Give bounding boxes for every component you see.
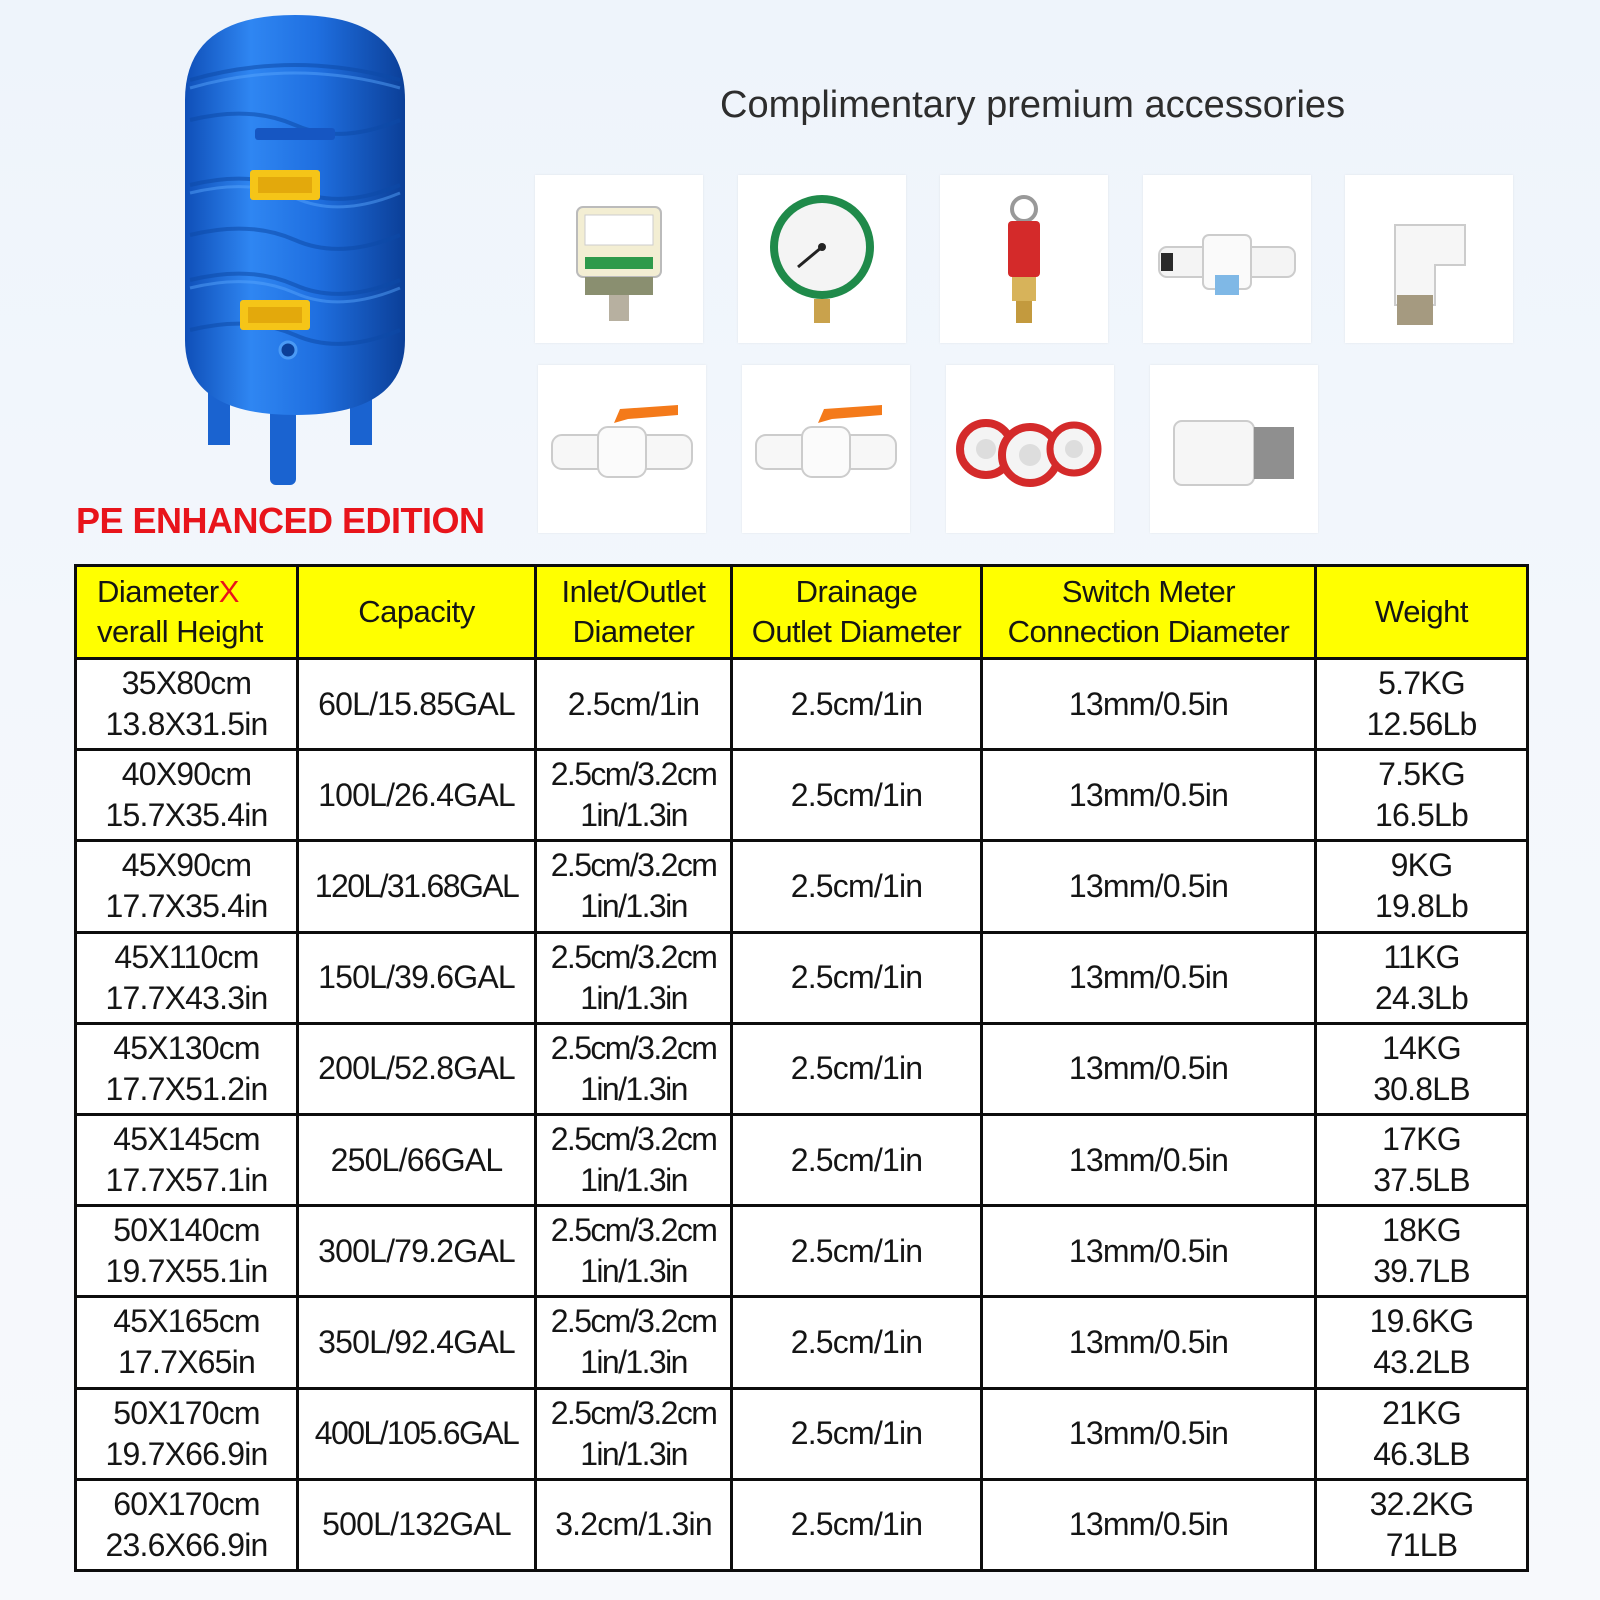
cell-dimensions: 45X110cm 17.7X43.3in: [76, 932, 298, 1023]
cell-weight: 14KG 30.8LB: [1316, 1023, 1528, 1114]
header-dimension: DiameterX verall Height: [76, 566, 298, 659]
threaded-adapter-image: [1150, 365, 1318, 533]
spec-table: [74, 564, 1529, 1572]
cell-switch: 13mm/0.5in: [982, 750, 1316, 841]
table-row: [76, 1023, 1528, 1114]
y-strainer-image: [1143, 175, 1311, 343]
ball-valve-image-2: [742, 365, 910, 533]
cell-switch: 13mm/0.5in: [982, 1388, 1316, 1479]
table-row: [76, 841, 1528, 932]
header-drainage: Drainage Outlet Diameter: [732, 566, 982, 659]
elbow-fitting-image: [1345, 175, 1513, 343]
cell-inlet: 2.5cm/3.2cm 1in/1.3in: [536, 1023, 732, 1114]
cell-dimensions: 40X90cm 15.7X35.4in: [76, 750, 298, 841]
cell-weight: 9KG 19.8Lb: [1316, 841, 1528, 932]
edition-label: PE ENHANCED EDITION: [76, 500, 485, 541]
cell-switch: 13mm/0.5in: [982, 841, 1316, 932]
header-weight: Weight: [1316, 566, 1528, 659]
cell-weight: 11KG 24.3Lb: [1316, 932, 1528, 1023]
cell-capacity: 250L/66GAL: [298, 1114, 536, 1205]
cell-inlet: 2.5cm/3.2cm 1in/1.3in: [536, 1388, 732, 1479]
cell-capacity: 300L/79.2GAL: [298, 1206, 536, 1297]
table-header-row: [76, 566, 1528, 659]
cell-switch: 13mm/0.5in: [982, 659, 1316, 750]
cell-weight: 19.6KG 43.2LB: [1316, 1297, 1528, 1388]
cell-drainage: 2.5cm/1in: [732, 841, 982, 932]
cell-inlet: 2.5cm/3.2cm 1in/1.3in: [536, 1297, 732, 1388]
safety-valve-image: [940, 175, 1108, 343]
cell-switch: 13mm/0.5in: [982, 1206, 1316, 1297]
cell-capacity: 400L/105.6GAL: [298, 1388, 536, 1479]
header-capacity: Capacity: [298, 566, 536, 659]
cell-drainage: 2.5cm/1in: [732, 1206, 982, 1297]
cell-inlet: 3.2cm/1.3in: [536, 1479, 732, 1570]
header-switch: Switch Meter Connection Diameter: [982, 566, 1316, 659]
cell-weight: 7.5KG 16.5Lb: [1316, 750, 1528, 841]
cell-dimensions: 60X170cm 23.6X66.9in: [76, 1479, 298, 1570]
cell-dimensions: 50X140cm 19.7X55.1in: [76, 1206, 298, 1297]
cell-dimensions: 50X170cm 19.7X66.9in: [76, 1388, 298, 1479]
cell-weight: 32.2KG 71LB: [1316, 1479, 1528, 1570]
cell-switch: 13mm/0.5in: [982, 1023, 1316, 1114]
cell-inlet: 2.5cm/3.2cm 1in/1.3in: [536, 841, 732, 932]
table-row: [76, 1388, 1528, 1479]
cell-dimensions: 45X165cm 17.7X65in: [76, 1297, 298, 1388]
cell-drainage: 2.5cm/1in: [732, 1297, 982, 1388]
cell-dimensions: 45X90cm 17.7X35.4in: [76, 841, 298, 932]
pressure-tank-image: [160, 10, 430, 490]
cell-inlet: 2.5cm/3.2cm 1in/1.3in: [536, 1206, 732, 1297]
cell-inlet: 2.5cm/3.2cm 1in/1.3in: [536, 750, 732, 841]
cell-switch: 13mm/0.5in: [982, 1479, 1316, 1570]
cell-drainage: 2.5cm/1in: [732, 1388, 982, 1479]
cell-weight: 17KG 37.5LB: [1316, 1114, 1528, 1205]
table-row: [76, 1479, 1528, 1570]
cell-dimensions: 45X145cm 17.7X57.1in: [76, 1114, 298, 1205]
cell-switch: 13mm/0.5in: [982, 1297, 1316, 1388]
cell-dimensions: 35X80cm 13.8X31.5in: [76, 659, 298, 750]
cell-dimensions: 45X130cm 17.7X51.2in: [76, 1023, 298, 1114]
cell-inlet: 2.5cm/3.2cm 1in/1.3in: [536, 1114, 732, 1205]
cell-inlet: 2.5cm/3.2cm 1in/1.3in: [536, 932, 732, 1023]
pressure-switch-image: [535, 175, 703, 343]
cell-drainage: 2.5cm/1in: [732, 1479, 982, 1570]
cell-capacity: 100L/26.4GAL: [298, 750, 536, 841]
cell-capacity: 150L/39.6GAL: [298, 932, 536, 1023]
accessories-title: Complimentary premium accessories: [720, 84, 1346, 126]
cell-capacity: 60L/15.85GAL: [298, 659, 536, 750]
cell-capacity: 120L/31.68GAL: [298, 841, 536, 932]
cell-weight: 5.7KG 12.56Lb: [1316, 659, 1528, 750]
table-row: [76, 1297, 1528, 1388]
table-row: [76, 1206, 1528, 1297]
cell-inlet: 2.5cm/1in: [536, 659, 732, 750]
pressure-gauge-image: [738, 175, 906, 343]
cell-switch: 13mm/0.5in: [982, 1114, 1316, 1205]
table-row: [76, 750, 1528, 841]
table-row: [76, 932, 1528, 1023]
cell-switch: 13mm/0.5in: [982, 932, 1316, 1023]
cell-drainage: 2.5cm/1in: [732, 1114, 982, 1205]
header-inlet: Inlet/Outlet Diameter: [536, 566, 732, 659]
cell-drainage: 2.5cm/1in: [732, 750, 982, 841]
cell-weight: 18KG 39.7LB: [1316, 1206, 1528, 1297]
table-row: [76, 1114, 1528, 1205]
cell-weight: 21KG 46.3LB: [1316, 1388, 1528, 1479]
cell-capacity: 350L/92.4GAL: [298, 1297, 536, 1388]
ptfe-tape-image: [946, 365, 1114, 533]
cell-capacity: 200L/52.8GAL: [298, 1023, 536, 1114]
cell-capacity: 500L/132GAL: [298, 1479, 536, 1570]
ball-valve-image-1: [538, 365, 706, 533]
table-row: [76, 659, 1528, 750]
cell-drainage: 2.5cm/1in: [732, 1023, 982, 1114]
cell-drainage: 2.5cm/1in: [732, 659, 982, 750]
cell-drainage: 2.5cm/1in: [732, 932, 982, 1023]
